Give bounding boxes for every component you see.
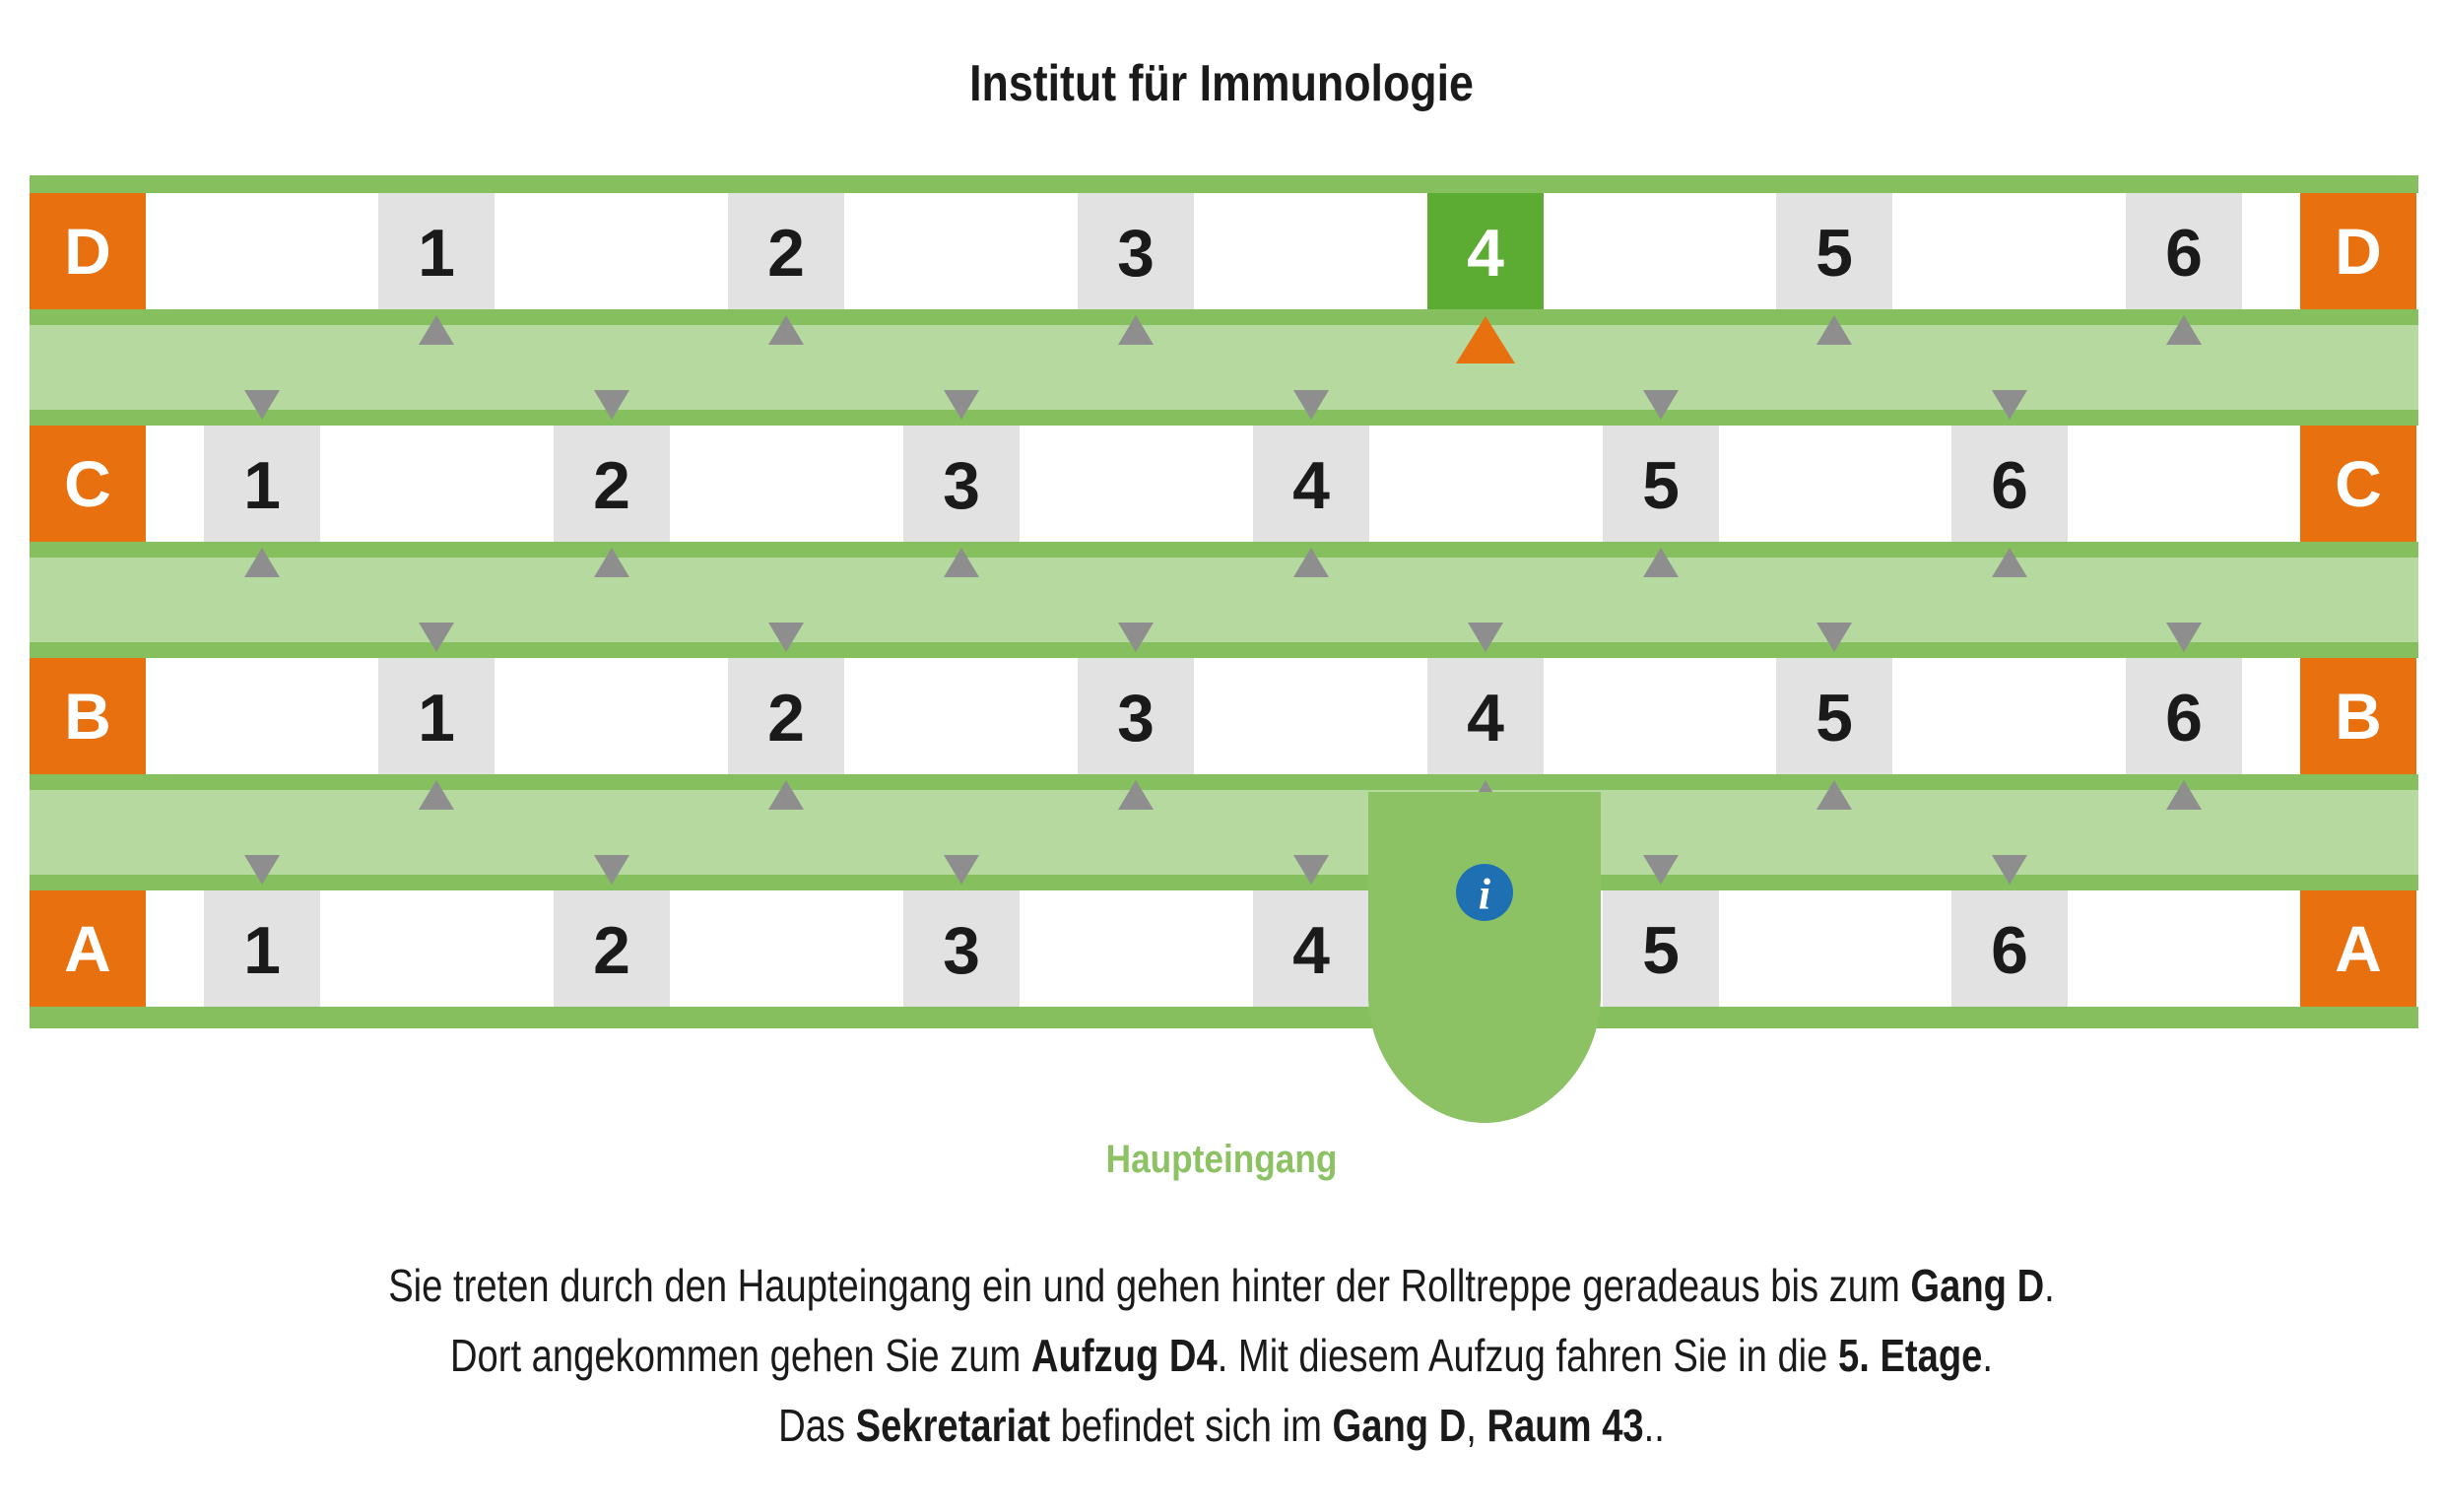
elevator-number: 4 [1292, 913, 1330, 988]
elevator-number: 6 [1991, 448, 2028, 523]
directions-line-1: Sie treten durch den Haupteingang ein und gehen hinter der Rolltreppe geradeaus bis zum Gang D. [388, 1260, 2055, 1311]
elevator-number: 2 [593, 913, 630, 988]
corridor-label-text: A [64, 912, 111, 985]
outer-wall-top [30, 175, 2418, 193]
corridor-label-text: C [64, 447, 111, 520]
elevator-number: 2 [593, 448, 630, 523]
elevator-number: 3 [1117, 216, 1155, 291]
elevator-number: 3 [1117, 681, 1155, 756]
corridor-wall [30, 410, 2418, 426]
elevator-number: 4 [1292, 448, 1330, 523]
main-entrance-area [1368, 792, 1601, 1123]
entrance-label: Haupteingang [1105, 1138, 1338, 1181]
elevator-number: 2 [767, 216, 805, 291]
entrance-layer [1368, 792, 1601, 1123]
corridor-label-text: D [64, 215, 111, 288]
elevator-number: 1 [243, 913, 281, 988]
corridor-wall [30, 774, 2418, 790]
elevator-number: 1 [418, 681, 455, 756]
corridor-wall [30, 309, 2418, 325]
elevator-number: 4 [1467, 681, 1504, 756]
corridor-label-text: B [2335, 680, 2382, 753]
directions-line-2: Dort angekommen gehen Sie zum Aufzug D4. Mit diesem Aufzug fahren Sie in die 5. Etage. [449, 1330, 1994, 1381]
corridor-label-text: A [2335, 912, 2382, 985]
elevator-number: 5 [1642, 448, 1680, 523]
elevator-number: 3 [943, 913, 980, 988]
corridor-label-text: B [64, 680, 111, 753]
connecting-corridor [30, 309, 2418, 426]
elevator-number: 3 [943, 448, 980, 523]
corridor-label-text: D [2335, 215, 2382, 288]
elevator-number: 5 [1642, 913, 1680, 988]
connecting-corridor [30, 542, 2418, 658]
connecting-corridor [30, 774, 2418, 890]
directions-line-3: Das Sekretariat befindet sich im Gang D, Raum 43.. [778, 1400, 1665, 1451]
corridor-wall [30, 875, 2418, 890]
corridor-wall [30, 542, 2418, 558]
elevator-number: 6 [2165, 216, 2203, 291]
outer-wall-bottom [30, 1007, 2418, 1028]
elevator-number: 6 [1991, 913, 2028, 988]
elevator-number: 1 [418, 216, 455, 291]
corridor-label-text: C [2335, 447, 2382, 520]
elevator-number: 5 [1816, 681, 1853, 756]
elevator-number: 6 [2165, 681, 2203, 756]
directions-text [0, 1251, 2443, 1461]
elevator-number: 2 [767, 681, 805, 756]
corridor-wall [30, 642, 2418, 658]
elevator-number: 4 [1467, 216, 1504, 291]
page-title: Institut für Immunologie [969, 55, 1474, 112]
info-icon-glyph: i [1478, 870, 1491, 919]
elevator-number: 1 [243, 448, 281, 523]
elevator-number: 5 [1816, 216, 1853, 291]
